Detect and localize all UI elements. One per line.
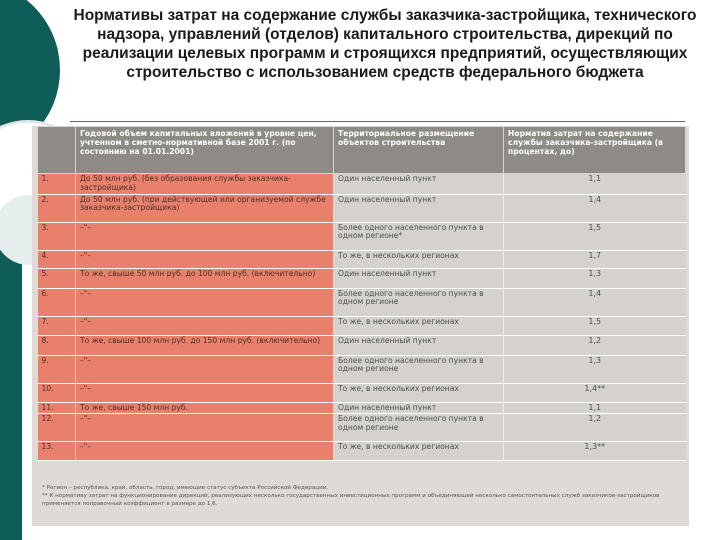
row-number: 8. (38, 335, 76, 355)
cost-norms-table (37, 126, 686, 461)
table-row (38, 268, 686, 288)
row-volume: –"– (76, 442, 334, 461)
row-norm: 1,3** (504, 442, 686, 461)
row-norm: 1,7 (504, 250, 686, 268)
row-norm: 1,1 (504, 402, 686, 414)
table-row (38, 442, 686, 461)
header-volume: Годовой объем капитальных вложений в уровне цен, учтенном в сметно-нормативной базе 2001 г. (по состоянию на 01.01.2001) (76, 127, 334, 174)
table-row (38, 414, 686, 442)
table-row (38, 250, 686, 268)
table-row (38, 194, 686, 222)
table-image (32, 126, 689, 526)
row-territory: Один населенный пункт (334, 268, 504, 288)
row-number: 1. (38, 174, 76, 195)
row-number: 6. (38, 288, 76, 316)
row-volume: –"– (76, 316, 334, 335)
row-volume: –"– (76, 250, 334, 268)
row-norm: 1,2 (504, 414, 686, 442)
table-row (38, 222, 686, 250)
row-territory: Один населенный пункт (334, 194, 504, 222)
row-norm: 1,5 (504, 316, 686, 335)
table-row (38, 174, 686, 195)
row-number: 12. (38, 414, 76, 442)
row-territory: Более одного населенного пункта в одном регионе* (334, 222, 504, 250)
row-norm: 1,4 (504, 194, 686, 222)
footnote-region: * Регион – республика, край, область, город, имеющие статус субъекта Российской Федерации. (42, 485, 329, 491)
footnotes (42, 484, 682, 508)
row-volume: То же, свыше 100 млн руб. до 150 млн руб. (включительно) (76, 335, 334, 355)
row-norm: 1,1 (504, 174, 686, 195)
row-number: 13. (38, 442, 76, 461)
row-number: 10. (38, 383, 76, 402)
row-volume: До 50 млн руб. (без образования службы заказчика-застройщика) (76, 174, 334, 195)
table-row (38, 402, 686, 414)
header-norm: Норматив затрат на содержание службы заказчика-застройщика (в процентах, до) (504, 127, 686, 174)
row-territory: То же, в нескольких регионах (334, 316, 504, 335)
row-territory: Один населенный пункт (334, 402, 504, 414)
row-territory: То же, в нескольких регионах (334, 383, 504, 402)
table-row (38, 316, 686, 335)
row-number: 11. (38, 402, 76, 414)
row-territory: Один населенный пункт (334, 174, 504, 195)
row-norm: 1,3 (504, 355, 686, 383)
row-number: 5. (38, 268, 76, 288)
row-territory: Более одного населенного пункта в одном регионе (334, 414, 504, 442)
row-norm: 1,4** (504, 383, 686, 402)
row-volume: До 50 млн руб. (при действующей или организуемой службе заказчика-застройщика) (76, 194, 334, 222)
row-number: 9. (38, 355, 76, 383)
footnote-coefficient: ** К нормативу затрат на функционирование дирекций, реализующих несколько государственных инвестиционных программ и объединяющей несколько самостоятельных служб заказчиков-застройщиков применяется поправочный коэффициент в размере до 1,6. (42, 493, 660, 507)
row-number: 2. (38, 194, 76, 222)
table-row (38, 383, 686, 402)
table-row (38, 355, 686, 383)
row-number: 3. (38, 222, 76, 250)
row-norm: 1,3 (504, 268, 686, 288)
row-number: 4. (38, 250, 76, 268)
title-divider (70, 121, 685, 122)
row-norm: 1,5 (504, 222, 686, 250)
row-territory: То же, в нескольких регионах (334, 250, 504, 268)
row-volume: –"– (76, 355, 334, 383)
slide-title: Нормативы затрат на содержание службы заказчика-застройщика, технического надзора, управлений (отделов) капитального строительства, дирекций по реализации целевых программ и строящихся предприятий, осуществляющих строительство с использованием средств федерального бюджета (73, 7, 697, 81)
row-volume: –"– (76, 222, 334, 250)
table-row (38, 335, 686, 355)
table-header-row (38, 127, 686, 174)
table-row (38, 288, 686, 316)
row-volume: То же, свыше 150 млн руб. (76, 402, 334, 414)
row-volume: –"– (76, 383, 334, 402)
row-volume: –"– (76, 414, 334, 442)
row-number: 7. (38, 316, 76, 335)
row-territory: То же, в нескольких регионах (334, 442, 504, 461)
row-territory: Более одного населенного пункта в одном регионе (334, 355, 504, 383)
header-number (38, 127, 76, 174)
row-territory: Более одного населенного пункта в одном регионе (334, 288, 504, 316)
row-norm: 1,4 (504, 288, 686, 316)
row-volume: То же, свыше 50 млн руб. до 100 млн руб. (включительно) (76, 268, 334, 288)
row-norm: 1,2 (504, 335, 686, 355)
row-territory: Один населенный пункт (334, 335, 504, 355)
row-volume: –"– (76, 288, 334, 316)
header-territory: Территориальное размещение объектов строительства (334, 127, 504, 174)
